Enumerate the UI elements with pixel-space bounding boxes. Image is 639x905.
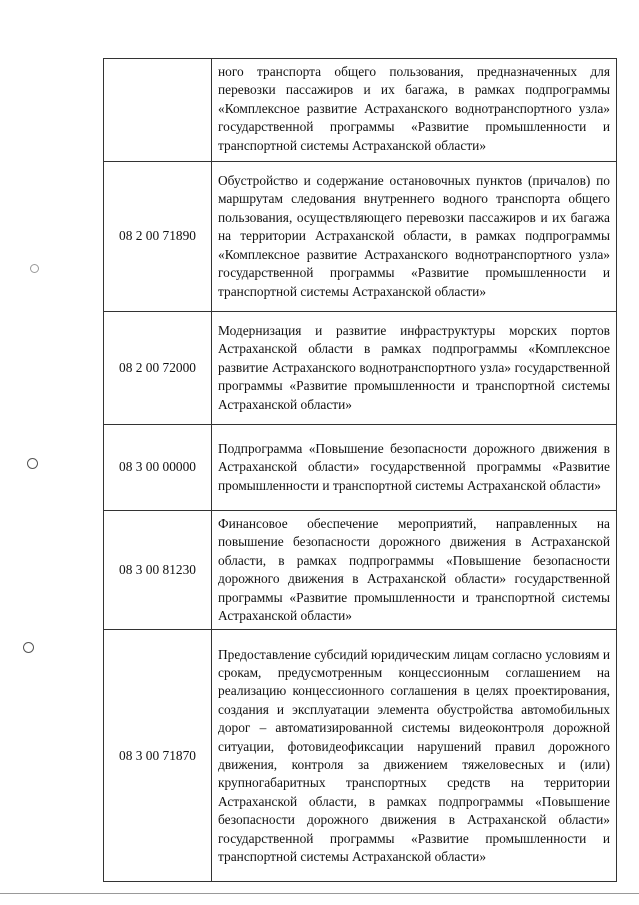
- expense-description: Финансовое обеспечение мероприятий, направленных на повышение безопасности дорожного движения в Астраханской области, в рамках подпрограммы «Повышение безопасности дорожного движения в Астраханской области» государственной программы «Развитие промышленности и транспортной системы Астраханской области»: [212, 511, 617, 630]
- classification-code: 08 3 00 71870: [104, 630, 212, 882]
- table-row: [104, 630, 617, 882]
- classification-code: 08 3 00 81230: [104, 511, 212, 630]
- classification-code: [104, 59, 212, 162]
- classification-code: 08 3 00 00000: [104, 425, 212, 511]
- classification-code: 08 2 00 72000: [104, 312, 212, 425]
- table-row: [104, 59, 617, 162]
- classification-code: 08 2 00 71890: [104, 162, 212, 312]
- expense-description: Предоставление субсидий юридическим лицам согласно условиям и срокам, предусмотренным концессионным соглашением на реализацию концессионного соглашения в целях проектирования, создания и эксплуатации элемента обустройства автомобильных дорог – автоматизированной системы видеоконтроля дорожной ситуации, фотовидеофиксации нарушений правил дорожного движения, контроля за движением тяжеловесных и (или) крупногабаритных транспортных средств на территории Астраханской области, в рамках подпрограммы «Повышение безопасности дорожного движения в Астраханской области» государственной программы «Развитие промышленности и транспортной системы Астраханской области»: [212, 630, 617, 882]
- punch-hole-icon: [30, 264, 39, 273]
- table-row: [104, 312, 617, 425]
- expense-description: Обустройство и содержание остановочных пунктов (причалов) по маршрутам следования внутреннего водного транспорта общего пользования, осуществляющего перевозки пассажиров и их багажа на территории Астраханской области, в рамках подпрограммы «Комплексное развитие Астраханского воднотранспортного узла» государственной программы «Развитие промышленности и транспортной системы Астраханской области»: [212, 162, 617, 312]
- expense-description: Модернизация и развитие инфраструктуры морских портов Астраханской области в рамках подпрограммы «Комплексное развитие Астраханского воднотранспортного узла» государственной программы «Развитие промышленности и транспортной системы Астраханской области»: [212, 312, 617, 425]
- expense-description: ного транспорта общего пользования, предназначенных для перевозки пассажиров и их багажа, в рамках подпрограммы «Комплексное развитие Астраханского воднотранспортного узла» государственной программы «Развитие промышленности и транспортной системы Астраханской области»: [212, 59, 617, 162]
- table-row: [104, 511, 617, 630]
- punch-hole-icon: [23, 642, 34, 653]
- expense-description: Подпрограмма «Повышение безопасности дорожного движения в Астраханской области» государственной программы «Развитие промышленности и транспортной системы Астраханской области»: [212, 425, 617, 511]
- table-row: [104, 162, 617, 312]
- budget-classification-table: [103, 58, 617, 882]
- punch-hole-icon: [27, 458, 38, 469]
- page-edge-line: [0, 893, 639, 894]
- table-row: [104, 425, 617, 511]
